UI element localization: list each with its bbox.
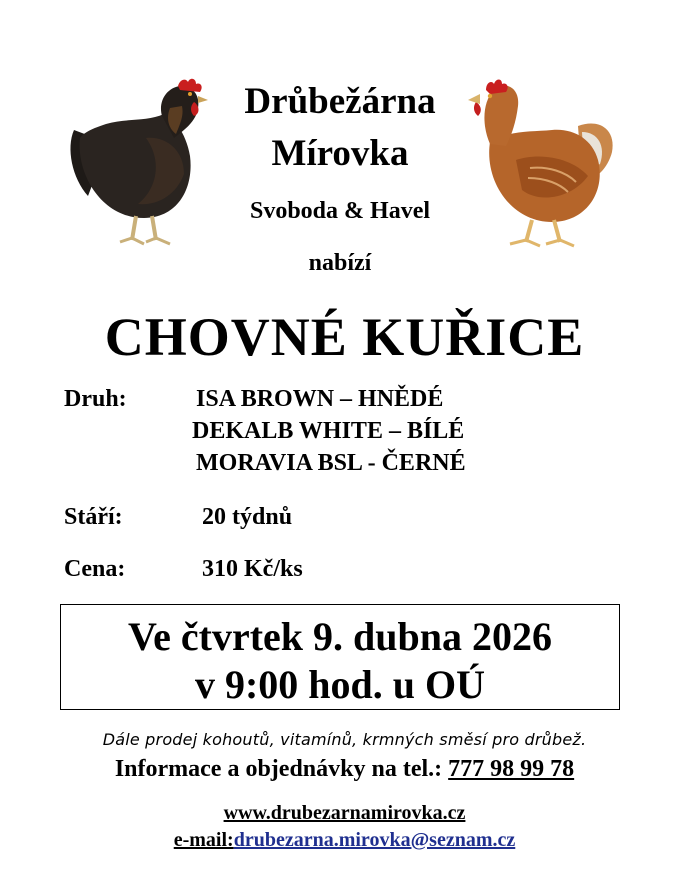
phone-number[interactable]: 777 98 99 78 (448, 756, 575, 782)
price-label: Cena: (64, 556, 126, 582)
farm-name-line1: Drůbežárna (244, 81, 436, 122)
contact-info-line (0, 756, 689, 783)
email-line (0, 829, 689, 852)
email-prefix: e-mail: (173, 829, 234, 851)
email-link[interactable]: drubezarna.mirovka@seznam.cz (233, 829, 516, 851)
event-time-place-line: v 9:00 hod. u OÚ (194, 662, 486, 707)
contact-info-text: Informace a objednávky na tel.: (114, 756, 449, 782)
owners-text: Svoboda & Havel (249, 198, 431, 224)
breed-label: Druh: (64, 386, 127, 412)
headline: CHOVNÉ KUŘICE (104, 307, 585, 367)
brown-hen-icon (460, 72, 618, 252)
event-date-line: Ve čtvrtek 9. dubna 2026 (127, 614, 553, 659)
age-label: Stáří: (64, 504, 123, 530)
offers-text: nabízí (308, 250, 372, 276)
breed-item: DEKALB WHITE – BÍLÉ (192, 418, 465, 444)
website-link[interactable]: www.drubezarnamirovka.cz (223, 802, 466, 824)
event-date-box (60, 604, 620, 710)
breed-item: ISA BROWN – HNĚDÉ (196, 386, 444, 412)
age-value: 20 týdnů (202, 504, 293, 530)
price-value: 310 Kč/ks (202, 556, 303, 582)
breed-item: MORAVIA BSL - ČERNÉ (196, 450, 466, 476)
also-sold-text: Dále prodej kohoutů, vitamínů, krmných směsí pro drůbež. (102, 730, 587, 749)
farm-name-line2: Mírovka (271, 133, 409, 174)
